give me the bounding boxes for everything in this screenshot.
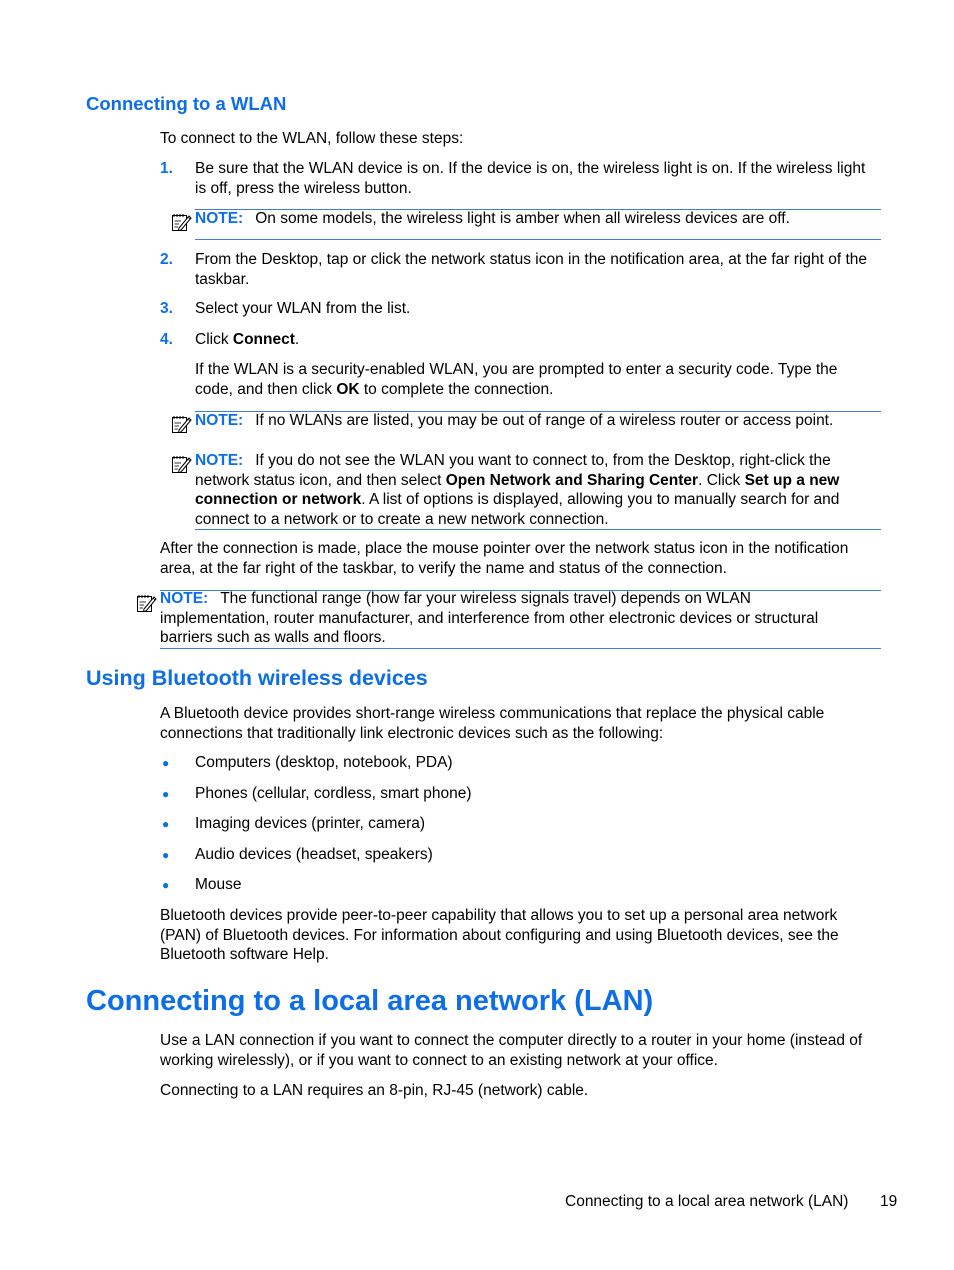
list-item: Phones (cellular, cordless, smart phone) — [195, 785, 472, 802]
bluetooth-intro: A Bluetooth device provides short-range wireless communications that replace the physical cable connections that traditionally link electronic devices such as the following: — [160, 705, 825, 742]
bullet-icon: ● — [162, 878, 170, 892]
note-3: NOTE: If you do not see the WLAN you want to connect to, from the Desktop, right-click the network status icon, and then select Open Network and Sharing Center. Click Set up a new connection or network. A list of options is displayed, allowing you to manually search for and connect to a network or to create a new network connection. — [195, 452, 840, 528]
list-item: Computers (desktop, notebook, PDA) — [195, 754, 453, 771]
footer-title: Connecting to a local area network (LAN) — [565, 1193, 849, 1210]
section-heading-bluetooth: Using Bluetooth wireless devices — [86, 666, 428, 690]
lan-paragraph-1: Use a LAN connection if you want to connect the computer directly to a router in your home (instead of working wirelessly), or if you want to connect to an existing network at your office. — [160, 1032, 863, 1069]
note-label: NOTE: — [160, 590, 209, 607]
step-number-2: 2. — [160, 251, 173, 268]
note-bottom-rule — [160, 648, 881, 649]
note-pencil-icon — [135, 592, 157, 614]
step-number-3: 3. — [160, 300, 173, 317]
bullet-icon: ● — [162, 787, 170, 801]
note-2 — [195, 411, 881, 431]
note-text: If no WLANs are listed, you may be out of range of a wireless router or access point. — [255, 412, 834, 429]
step-number-1: 1. — [160, 160, 173, 177]
step-2: From the Desktop, tap or click the network status icon in the notification area, at the far right of the taskbar. — [195, 251, 868, 288]
page-number: 19 — [880, 1193, 898, 1210]
open-network-sharing-center-label: Open Network and Sharing Center — [445, 471, 699, 489]
step-1: Be sure that the WLAN device is on. If the device is on, the wireless light is on. If the wireless light is off, press the wireless button. — [195, 160, 866, 197]
note-pencil-icon — [170, 453, 192, 475]
wlan-intro: To connect to the WLAN, follow these steps: — [160, 130, 464, 147]
lan-paragraph-2: Connecting to a LAN requires an 8-pin, RJ-45 (network) cable. — [160, 1082, 589, 1099]
note-bottom-rule — [195, 529, 881, 530]
list-item: Mouse — [195, 876, 242, 893]
note-text: The functional range (how far your wireless signals travel) depends on WLAN implementation, router manufacturer, and interference from other electronic devices or structural barriers such as walls and floors. — [160, 590, 819, 646]
note-label: NOTE: — [195, 210, 244, 227]
after-connection-text: After the connection is made, place the mouse pointer over the network status icon in the notification area, at the far right of the taskbar, to verify the name and status of the connection. — [160, 540, 849, 577]
note-label: NOTE: — [195, 412, 244, 429]
list-item: Audio devices (headset, speakers) — [195, 846, 433, 863]
step-4-detail: If the WLAN is a security-enabled WLAN, you are prompted to enter a security code. Type the code, and then click OK to complete the connection. — [195, 361, 838, 398]
note-1 — [195, 209, 881, 229]
list-item: Imaging devices (printer, camera) — [195, 815, 426, 832]
note-4 — [160, 589, 860, 648]
connect-label: Connect — [232, 331, 295, 348]
bullet-icon: ● — [162, 848, 170, 862]
step-4: Click Connect. — [195, 331, 300, 348]
note-text: On some models, the wireless light is amber when all wireless devices are off. — [255, 210, 790, 227]
page-title-lan: Connecting to a local area network (LAN) — [86, 985, 654, 1017]
step-number-4: 4. — [160, 331, 173, 348]
note-pencil-icon — [170, 211, 192, 233]
section-heading-wlan: Connecting to a WLAN — [86, 93, 287, 114]
bluetooth-outro: Bluetooth devices provide peer-to-peer capability that allows you to set up a personal area network (PAN) of Bluetooth devices. For information about configuring and using Bluetooth devices, see the Bluetooth software Help. — [160, 907, 839, 963]
note-pencil-icon — [170, 413, 192, 435]
bullet-icon: ● — [162, 817, 170, 831]
bullet-icon: ● — [162, 756, 170, 770]
note-bottom-rule — [195, 239, 881, 240]
ok-label: OK — [336, 380, 360, 398]
set-up-new-connection-label: Set up a new connection or network — [195, 471, 840, 508]
step-3: Select your WLAN from the list. — [195, 300, 411, 317]
note-label: NOTE: — [195, 452, 244, 469]
